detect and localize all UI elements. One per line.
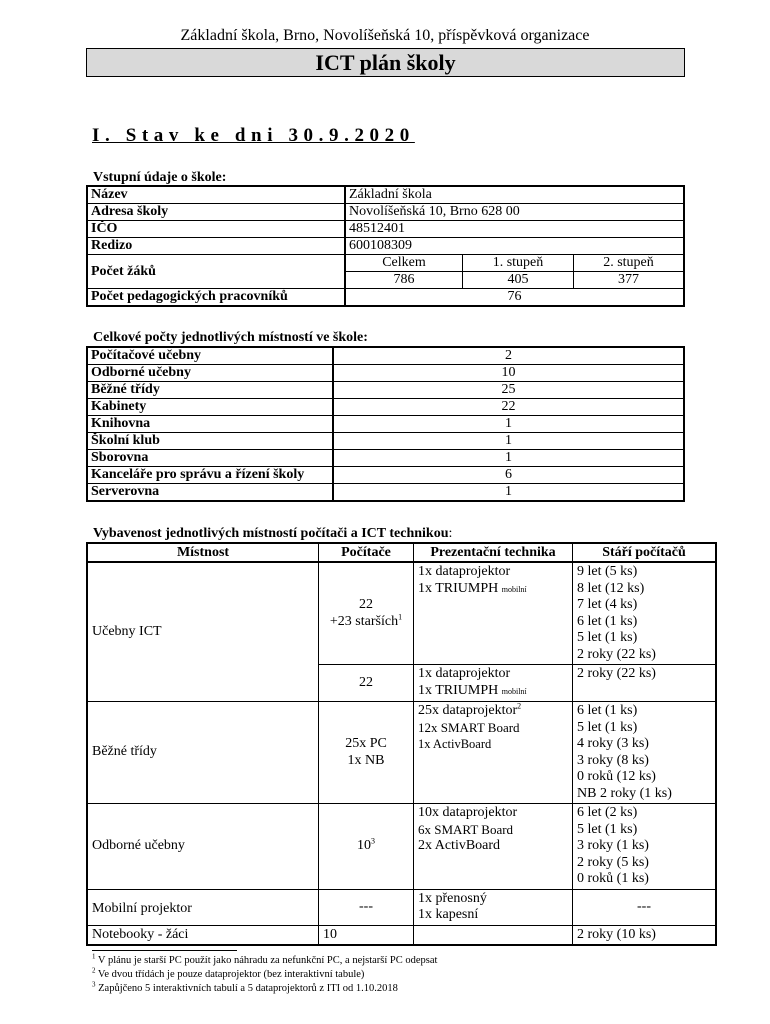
table-row [87,433,684,450]
table-row [87,484,684,502]
presentation-item [418,683,568,701]
footnote [92,952,438,966]
computers-cell [319,702,414,804]
ico-value: 48512401 [345,221,684,238]
staff-value: 76 [345,289,684,307]
room-count: 22 [333,399,684,416]
table-row [87,204,684,221]
age-item: 2 roky (22 ks) [573,665,717,702]
table-row [87,467,684,484]
computers-cell [319,804,414,890]
computers-count: 10 [357,838,371,853]
table-row [87,702,716,804]
table-row [87,238,684,255]
age-cell [573,804,717,890]
footnote-text: Ve dvou třídách je pouze dataprojektor (bez interaktivní tabule) [95,969,365,980]
age-item: 2 roky (22 ks) [577,646,656,662]
room-count: 1 [333,484,684,502]
address-label: Adresa školy [87,204,345,221]
presentation-item: 1x kapesní [418,907,479,922]
room-label: Počítačové učebny [87,347,333,365]
presentation-cell [414,889,573,925]
pupils-header-second: 2. stupeň [574,255,685,272]
table-row [87,889,716,925]
presentation-item: 12x SMART Board [418,719,520,735]
room-name: Odborné učebny [87,804,319,890]
presentation-cell [414,702,573,804]
age-cell [573,562,717,665]
table-row [87,255,684,272]
table-row [87,925,716,945]
presentation-cell [414,562,573,665]
age-item: 6 let (1 ks) [577,613,638,629]
table-row [87,289,684,307]
age-item: 6 let (1 ks) [577,703,638,718]
room-label: Knihovna [87,416,333,433]
age-item: 4 roky (3 ks) [577,736,649,751]
computers-count: --- [319,889,414,925]
equipment-caption-text: Vybavenost jednotlivých místností počítači a ICT technikou [93,526,449,541]
age-item: --- [573,889,717,925]
table-row [87,382,684,399]
footnote-number: 2 [92,966,96,975]
name-value: Základní škola [345,186,684,204]
presentation-item: 10x dataprojektor [418,805,518,820]
room-name: Učebny ICT [87,562,319,702]
pupils-header-total: Celkem [345,255,463,272]
computers-count: 10 [319,925,414,945]
presentation-item: 1x dataprojektor [418,666,511,681]
footnote-divider [92,950,237,951]
footnote [92,980,398,994]
presentation-item: 2x ActivBoard [418,838,501,853]
presentation-cell [414,925,573,945]
school-name: Základní škola, Brno, Novolíšeňská 10, příspěvková organizace [180,27,590,44]
room-label: Kanceláře pro správu a řízení školy [87,467,333,484]
age-item: 2 roky (10 ks) [573,925,717,945]
room-count: 1 [333,450,684,467]
presentation-item-note: mobilní [501,686,527,696]
table-row [87,365,684,382]
presentation-cell [414,665,573,702]
footnote-text: Zapůjčeno 5 interaktivních tabulí a 5 dataprojektorů z ITI od 1.10.2018 [95,983,398,994]
age-item: 3 roky (8 ks) [577,752,649,768]
presentation-item-text: 25x dataprojektor [418,703,518,718]
column-header-age: Stáří počítačů [573,543,717,562]
room-label: Kabinety [87,399,333,416]
equipment-caption-colon: : [448,526,453,541]
age-item: 9 let (5 ks) [577,564,638,579]
footnote-ref: 1 [398,611,403,621]
input-data-caption: Vstupní údaje o škole: [93,170,227,185]
rooms-caption: Celkové počty jednotlivých místností ve škole: [93,330,368,345]
computers-extra [323,611,409,631]
age-item: 5 let (1 ks) [577,630,638,645]
presentation-item-text: 1x TRIUMPH [418,682,499,698]
room-label: Odborné učebny [87,365,333,382]
presentation-item-text: 1x TRIUMPH [418,580,499,596]
room-count: 2 [333,347,684,365]
table-row [87,804,716,890]
age-item: 5 let (1 ks) [577,719,638,735]
pupils-first: 405 [463,272,574,289]
redizo-value: 600108309 [345,238,684,255]
table-row [87,186,684,204]
column-header-presentation: Prezentační technika [414,543,573,562]
input-data-table [86,185,685,307]
presentation-item: 6x SMART Board [418,821,514,837]
room-name: Notebooky - žáci [87,925,319,945]
age-item: 3 roky (1 ks) [577,838,649,853]
footnote-number: 3 [92,980,96,989]
ico-label: IČO [87,221,345,238]
age-item: 0 roků (12 ks) [577,769,656,784]
room-label: Sborovna [87,450,333,467]
presentation-item-note: mobilní [501,584,527,594]
room-name: Běžné třídy [87,702,319,804]
room-label: Běžné třídy [87,382,333,399]
redizo-label: Redizo [87,238,345,255]
table-row [87,450,684,467]
footnote-number: 1 [92,952,96,961]
table-header-row [87,543,716,562]
age-item: 8 let (12 ks) [577,580,645,596]
equipment-caption [93,526,452,542]
age-cell [573,702,717,804]
address-value: Novolíšeňská 10, Brno 628 00 [345,204,684,221]
computers-extra-text: +23 starších [329,613,399,629]
table-row [87,221,684,238]
presentation-item: 1x ActivBoard [418,737,492,751]
computers-count: 22 [359,597,373,612]
age-item: 6 let (2 ks) [577,805,638,820]
room-count: 1 [333,416,684,433]
column-header-computers: Počítače [319,543,414,562]
footnote-ref: 3 [371,836,375,846]
table-row [87,416,684,433]
table-row [87,399,684,416]
pupils-second: 377 [574,272,685,289]
room-count: 10 [333,365,684,382]
name-label: Název [87,186,345,204]
computers-count: 1x NB [347,752,385,768]
presentation-cell [414,804,573,890]
footnote-text: V plánu je starší PC použít jako náhradu za nefunkční PC, a nejstarší PC odepsat [95,955,438,966]
footnote [92,966,365,980]
section-heading: I. Stav ke dni 30.9.2020 [92,125,415,146]
room-count: 6 [333,467,684,484]
computers-count: 25x PC [345,736,387,751]
footnote-ref: 2 [517,701,522,711]
rooms-table [86,346,685,502]
presentation-item: 1x dataprojektor [418,564,511,579]
document-title: ICT plán školy [86,48,685,77]
table-row [87,562,716,665]
age-item: 7 let (4 ks) [577,597,638,612]
presentation-item: 1x přenosný [418,890,487,906]
age-item: 0 roků (1 ks) [577,871,649,886]
room-label: Školní klub [87,433,333,450]
pupils-total: 786 [345,272,463,289]
computers-cell [319,562,414,665]
room-count: 25 [333,382,684,399]
column-header-room: Místnost [87,543,319,562]
room-label: Serverovna [87,484,333,502]
equipment-table [86,542,717,946]
presentation-item [418,581,568,599]
pupils-header-first: 1. stupeň [463,255,574,272]
table-row [87,347,684,365]
room-count: 1 [333,433,684,450]
room-name: Mobilní projektor [87,889,319,925]
computers-count: 22 [319,665,414,702]
presentation-item [418,703,568,720]
pupils-label: Počet žáků [87,255,345,289]
staff-label: Počet pedagogických pracovníků [87,289,345,307]
age-item: 5 let (1 ks) [577,821,638,837]
age-item: NB 2 roky (1 ks) [577,785,672,801]
age-item: 2 roky (5 ks) [577,854,649,870]
